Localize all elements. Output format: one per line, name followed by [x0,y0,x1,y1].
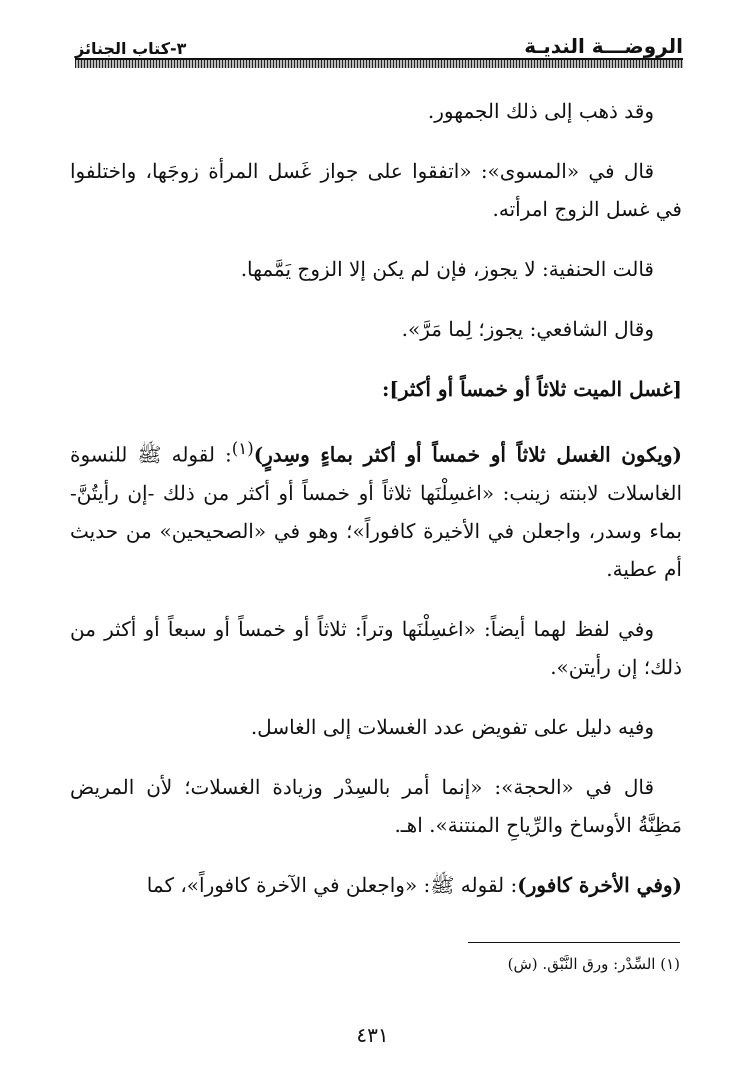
header-rule [75,58,683,68]
paragraph: وقد ذهب إلى ذلك الجمهور. [427,99,654,123]
book-title: الروضـــة النديـة [524,34,683,58]
paragraph: (ويكون الغسل ثلاثاً أو خمساً أو أكثر بماءٍ وسِدرٍ)$^{(١)}$: لقوله ﷺ للنسوة الغاسلات لابنته زينب: «اغسِلْنَها ثلاثاً أو خمساً أو أكثر من ذلك -إن رأيتُنَّ- بماء وسدر، واجعلن في الأخيرة كافوراً»؛ وهو في «الصحيحين» من حديث أم عطية. [70,439,682,581]
footnote: (١) السِّدْر: ورق النَّبْق. (ش) [507,955,680,973]
footnote-rule [468,942,680,943]
matn-text: (وفي الأخرة كافور) [517,872,682,897]
running-header [75,30,683,58]
paragraph: وفيه دليل على تفويض عدد الغسلات إلى الغاسل. [250,714,654,739]
page-number: ٤٣١ [356,1023,389,1047]
section-heading: [غسل الميت ثلاثاً أو خمساً أو أكثر]: [381,377,682,401]
paragraph: قال في «المسوى»: «اتفقوا على جواز غَسل المرأة زوجَها، واختلفوا في غسل الزوج امرأته. [70,159,682,221]
paragraph: (وفي الأخرة كافور): لقوله ﷺ: «واجعلن في الآخرة كافوراً»، كما [146,872,682,897]
paragraph: قال في «الحجة»: «إنما أمر بالسِدْر وزيادة الغسلات؛ لأن المريض مَظِنَّةُ الأوساخ والرِّياحِ المنتنة». اهـ. [70,774,682,837]
paragraph: وقال الشافعي: يجوز؛ لِما مَرَّ». [401,317,654,341]
paragraph: قالت الحنفية: لا يجوز، فإن لم يكن إلا الزوج يَمَّمها. [240,257,654,281]
chapter-title: ٣-كتاب الجنائز [75,39,187,58]
matn-text: (ويكون الغسل ثلاثاً أو خمساً أو أكثر بماءٍ وسِدرٍ) [253,442,682,467]
paragraph: وفي لفظ لهما أيضاً: «اغسِلْنَها وتراً: ثلاثاً أو خمساً أو سبعاً أو أكثر من ذلك؛ إن رأيتن». [70,616,682,679]
body-text [70,92,682,926]
footnote-marker: (١) [231,439,254,458]
